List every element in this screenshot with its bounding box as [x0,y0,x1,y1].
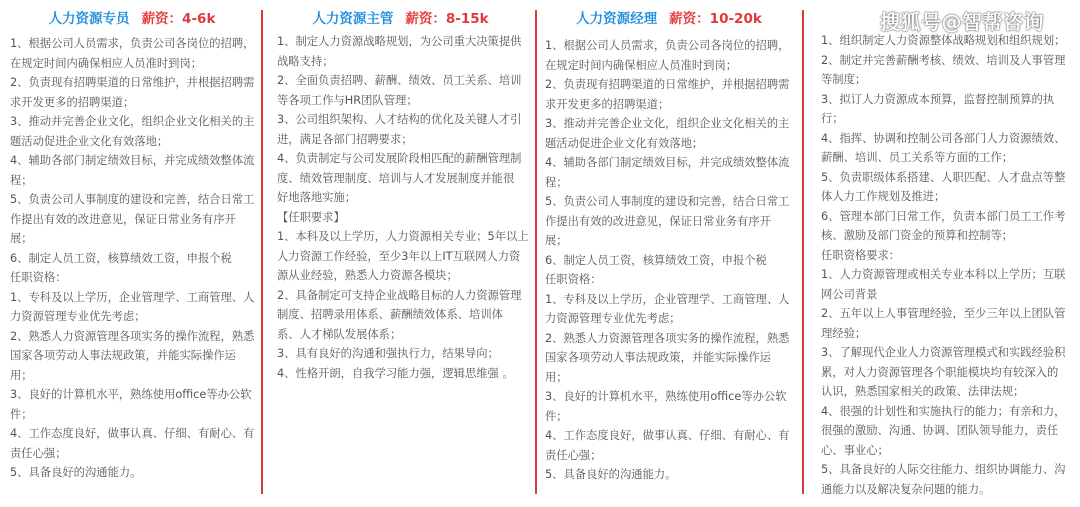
description-line: 在规定时间内确保相应人员准时到岗； [10,56,203,70]
description-line: 行； [821,112,844,125]
description-line: 制度、招聘录用体系、薪酬绩效体系、培训体 [277,308,503,321]
salary-label: 薪资：8-15k [405,11,489,27]
job-title: 人力资源主管 [312,11,394,27]
description-line: 1、根据公司人员需求，负责公司各岗位的招聘， [10,37,255,50]
column-header [545,0,793,34]
description-line: 4、工作态度良好，做事认真、仔细、有耐心、有 [545,429,790,442]
description-line: 人力资源工作经验，至少3年以上IT互联网人力资 [277,249,521,263]
description-line: 1、专科及以上学历，企业管理学、工商管理、人 [10,290,255,304]
salary-label: 薪资：10-20k [669,11,762,27]
description-line: 理经验； [821,326,867,340]
description-line: 国家各项劳动人事法规政策，并能实际操作运 [10,349,236,362]
description-line: 1、组织制定人力资源整体战略规划和组织规划； [821,34,1066,47]
description-line: 力资源管理专业优先考虑； [545,312,681,325]
description-line: 4、负责制定与公司发展阶段相匹配的薪酬管理制 [277,152,522,165]
description-line: 进，满足各部门招聘要求； [277,132,413,146]
description-line: 责任心强； [10,446,67,460]
job-description [10,34,254,483]
description-line: 累，对人力资源管理各个职能模块均有较深入的 [821,365,1059,379]
description-line: 任职资格： [10,271,67,284]
description-line: 求开发更多的招聘渠道； [10,95,135,109]
description-line: 很强的激励、沟通、协调、团队领导能力，责任 [821,424,1059,437]
description-line: 4、辅助各部门制定绩效目标，并完成绩效整体流 [545,156,790,169]
description-line: 2、熟悉人力资源管理各项实务的操作流程，熟悉 [545,331,790,345]
description-line: 5、负责公司人事制度的建设和完善，结合日常工 [545,195,790,208]
description-line: 战略支持； [277,54,334,68]
column-header [10,0,254,34]
description-line: 5、具备良好的沟通能力。 [545,468,677,481]
description-line: 4、辅助各部门制定绩效目标，并完成绩效整体流 [10,154,255,167]
job-title: 人力资源经理 [576,11,658,27]
job-column-hr-specialist [0,0,262,507]
description-line: 6、制定人员工资，核算绩效工资，申报个税 [545,253,767,267]
description-line: 3、公司组织架构、人才结构的优化及关键人才引 [277,113,522,126]
description-line: 3、良好的计算机水平，熟练使用office等办公软 [10,388,252,401]
description-line: 心、事业心； [821,443,889,457]
description-line: 展； [545,234,568,247]
description-line: 责任心强； [545,448,602,462]
description-line: 2、负责现有招聘渠道的日常维护，并根据招聘需 [10,76,255,89]
description-line: 题活动促进企业文化有效落地； [10,134,169,148]
description-line: 作提出有效的改进意见，保证日常业务有序开 [10,212,236,226]
description-line: 2、熟悉人力资源管理各项实务的操作流程，熟悉 [10,329,255,343]
description-line: 程； [10,173,33,187]
description-line: 求开发更多的招聘渠道； [545,97,670,111]
description-line: 国家各项劳动人事法规政策，并能实际操作运 [545,351,771,364]
description-line: 2、全面负责招聘、薪酬、绩效、员工关系、培训 [277,74,522,87]
description-line: 2、具备制定可支持企业战略目标的人力资源管理 [277,288,522,302]
description-line: 3、推动并完善企业文化，组织企业文化相关的主 [10,115,255,128]
description-line: 4、性格开朗，自我学习能力强，逻辑思维强 。 [277,366,514,380]
description-line: 展； [10,232,33,245]
job-description [821,31,1074,499]
description-line: 1、专科及以上学历，企业管理学、工商管理、人 [545,292,790,306]
description-line: 好地落地实施； [277,191,357,204]
description-line: 4、指挥、协调和控制公司各部门人力资源绩效、 [821,131,1066,145]
description-line: 网公司背景 [821,287,878,301]
description-line: 5、负责公司人事制度的建设和完善，结合日常工 [10,193,255,206]
job-description [277,32,529,383]
description-line: 等制度； [821,73,867,86]
description-line: 1、制定人力资源战略规划，为公司重大决策提供 [277,35,522,48]
description-line: 件； [545,409,568,423]
description-line: 等各项工作与HR团队管理； [277,93,418,107]
description-line: 题活动促进企业文化有效落地； [545,136,704,150]
description-line: 源从业经验，熟悉人力资源各模块； [277,269,458,282]
description-line: 核、激励及部门资金的预算和控制等； [821,229,1014,242]
salary-label: 薪资：4-6k [141,11,216,27]
description-line: 度、绩效管理制度、培训与人才发展制度并能很 [277,171,515,185]
job-column-hr-manager [537,0,801,507]
description-line: 5、负责职级体系搭建、人职匹配、人才盘点等整 [821,170,1066,184]
description-line: 4、工作态度良好，做事认真、仔细、有耐心、有 [10,427,255,440]
description-line: 2、负责现有招聘渠道的日常维护，并根据招聘需 [545,78,790,91]
description-line: 用； [545,370,568,384]
description-line: 1、人力资源管理或相关专业本科以上学历；互联 [821,268,1066,281]
description-line: 体人力工作规划及推进； [821,190,946,203]
description-line: 2、五年以上人事管理经验，至少三年以上团队管 [821,307,1066,320]
description-line: 作提出有效的改进意见，保证日常业务有序开 [545,214,771,228]
description-line: 3、了解现代企业人力资源管理模式和实践经验积 [821,346,1066,359]
description-line: 5、具备良好的人际交往能力、组织协调能力、沟 [821,463,1066,476]
description-line: 1、根据公司人员需求，负责公司各岗位的招聘， [545,39,790,52]
description-line: 【任职要求】 [277,210,345,224]
job-column-hr-supervisor [266,0,534,507]
description-line: 认识，熟悉国家相关的政策、法律法规； [821,385,1025,398]
description-line: 3、拟订人力资源成本预算，监督控制预算的执 [821,92,1055,106]
description-line: 6、管理本部门日常工作，负责本部门员工工作考 [821,209,1066,223]
description-line: 通能力以及解决复杂问题的能力。 [821,482,991,496]
description-line: 3、具有良好的沟通和强执行力，结果导向； [277,347,499,360]
description-line: 程； [545,175,568,189]
column-header [277,0,524,34]
watermark-text: 搜狐号@智帮咨询 [880,10,1044,34]
column-divider-3 [802,10,804,494]
description-line: 力资源管理专业优先考虑； [10,310,146,323]
description-line: 用； [10,368,33,382]
description-line: 3、推动并完善企业文化，组织企业文化相关的主 [545,117,790,130]
description-line: 4、很强的计划性和实施执行的能力；有亲和力， [821,404,1066,418]
description-line: 6、制定人员工资，核算绩效工资，申报个税 [10,251,232,265]
job-column-hr-director [805,0,1080,507]
description-line: 在规定时间内确保相应人员准时到岗； [545,58,738,72]
job-description [545,36,793,485]
description-line: 3、良好的计算机水平，熟练使用office等办公软 [545,390,787,403]
description-line: 1、本科及以上学历，人力资源相关专业；5年以上 [277,230,529,243]
job-title: 人力资源专员 [48,11,130,27]
description-line: 任职资格要求： [821,248,901,262]
description-line: 2、制定并完善薪酬考核、绩效、培训及人事管理 [821,53,1066,67]
description-line: 件； [10,407,33,421]
description-line: 任职资格： [545,273,602,286]
description-line: 5、具备良好的沟通能力。 [10,466,142,479]
description-line: 系、人才梯队发展体系； [277,327,402,341]
description-line: 薪酬、培训、员工关系等方面的工作； [821,151,1014,164]
